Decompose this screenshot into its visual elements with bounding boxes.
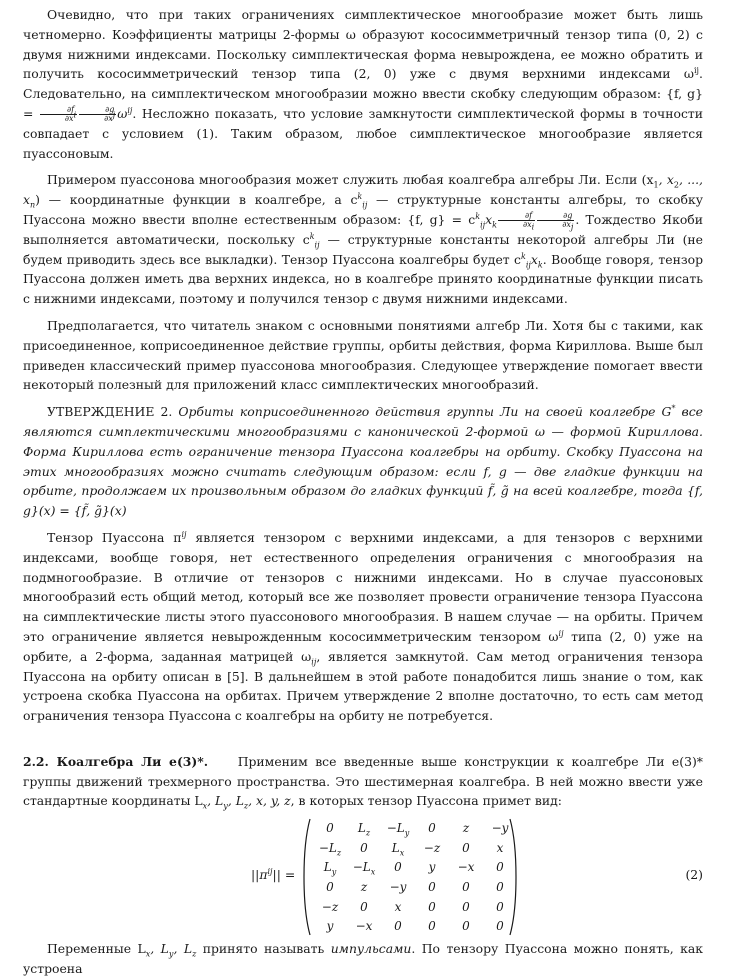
matrix-cell: $-L_y$	[386, 821, 410, 838]
matrix-cell: $L_z$	[357, 821, 371, 838]
matrix-row	[313, 839, 517, 859]
section-e3: 2.2. Коалгебра Ли e(3)*. Применим все введенные выше конструкции к коалгебре Ли e(3)* группы движений трехмерного пространства. Это шестимерная коалгебра. В ней можно ввести уже стандартные координаты $L_x$, $L_y$, $L_z$, x, y, z, в которых тензор Пуассона примет вид:	[23, 753, 704, 811]
matrix-cell: 0	[496, 899, 504, 914]
statement-2: УТВЕРЖДЕНИЕ 2. Орбиты коприсоединенного действия группы Ли на своей коалгебре G* все являются симплектическими многообразиями с канонической 2-формой ω — формой Кириллова. Форма Кириллова есть ограничение тензора Пуассона коалгебры на орбиту. Скобку Пуассона на этих многообразиях можно считать следующим образом: если f, g — две гладкие функции на орбите, продолжаем их произвольным образом до гладких функций f̃, g̃ на всей коалгебре, тогда {f, g}(x) = {f̃, g̃}(x)	[23, 404, 703, 519]
fraction-df-dxi-2: $\frac{\partial f}{\partial x_i}$	[498, 212, 535, 229]
paragraph-restriction: Тензор Пуассона $\pi^{ij}$ является тензором с верхними индексами, а для тензоров с верхними индексами, вообще говоря, нет естественного определения ограничения с многообразия на подмногообразие. В отличие от тензоров с нижними индексами. Но в случае пуассоновых многообразий есть общий метод, который все же позволяет провести ограничение тензора Пуассона на симплектические листы этого пуассонового многообразия. В нашем случае — на орбиты. Причем это ограничение является невырожденным кососимметрическим тензором $\omega^{ij}$ типа (2, 0) уже на орбите, а 2-форма, заданная матрицей $\omega_{ij}$, является замкнутой. Сам метод ограничения тензора Пуассона на орбиту описан в [5]. В дальнейшем в этой работе понадобится лишь знание о том, как устроена скобка Пуассона на орбитах. Причем утверждение 2 вполне достаточно, то есть сам метод ограничения тензора Пуассона с коалгебры на орбиту не потребуется.	[23, 529, 703, 724]
matrix-cell: −z	[423, 840, 441, 855]
matrix-label: $||\pi^{ij}||$ =	[251, 867, 296, 883]
equation-number: (2)	[685, 867, 703, 883]
matrix-cell: 0	[360, 840, 368, 855]
left-paren-icon	[301, 818, 311, 936]
matrix-row	[313, 819, 517, 839]
matrix-cell: 0	[496, 860, 504, 875]
matrix-cell: −y	[389, 880, 407, 895]
matrix-cell: 0	[428, 821, 436, 836]
matrix-row	[313, 858, 517, 878]
right-paren-icon	[509, 818, 519, 936]
fraction-dg-dxj-2: $\frac{\partial g}{\partial x_j}$	[537, 212, 574, 229]
matrix-cell: −z	[321, 899, 339, 914]
matrix-row	[313, 878, 517, 898]
matrix-cell: $-L_z$	[318, 840, 342, 858]
section-heading: 2.2. Коалгебра Ли e(3)*.	[23, 753, 209, 769]
paragraph-prerequisites: Предполагается, что читатель знаком с основными понятиями алгебр Ли. Хотя бы с такими, как присоединенное, коприсоединенное действие группы, орбиты действия, форма Кириллова. Выше был приведен классический пример пуассонова многообразия. Следующее утверждение помогает ввести некоторый полезный для приложений класс симплектических многообразий.	[23, 317, 703, 393]
matrix-cell: z	[462, 821, 470, 836]
matrix-cell: 0	[394, 919, 402, 934]
poisson-matrix	[313, 819, 517, 937]
paragraph-lie-coalgebra: Примером пуассонова многообразия может служить любая коалгебра алгебры Ли. Если ($x_1$, $x_2$, ..., $x_n$) — координатные функции в коалгебре, а $c^k_{ij}$ — структурные константы алгебры, то скобку Пуассона можно ввести вполне естественным образом: {f, $g\} = c^k_{ij}x_k$ $\frac{\partial f}{\partial x_i}$ $\frac{\partial g}{\partial x_j}$ . Тождество Якоби выполняется автоматически, поскольку $c^k_{ij}$ — структурные константы некоторой алгебры Ли (не будем приводить здесь все выкладки). Тензор Пуассона коалгебры будет $c^k_{ij}x_k$. Вообще говоря, тензор Пуассона должен иметь два верхних индекса, но в коалгебре принято координатные функции писать с нижними индексами, поэтому и получился тензор с двумя нижними индексами.	[23, 172, 703, 307]
matrix-cell: 0	[496, 919, 504, 934]
matrix-cell: 0	[428, 899, 436, 914]
matrix-cell: 0	[360, 899, 368, 914]
matrix-cell: 0	[326, 880, 334, 895]
matrix-cell: 0	[394, 860, 402, 875]
matrix-cell: 0	[496, 880, 504, 895]
matrix-row	[313, 898, 517, 918]
matrix-cell: −y	[491, 821, 509, 836]
statement-heading: УТВЕРЖДЕНИЕ 2.	[47, 404, 173, 420]
matrix-cell: x	[394, 899, 402, 914]
matrix-cell: z	[360, 880, 368, 895]
matrix-cell: 0	[462, 840, 470, 855]
matrix-cell: −x	[355, 919, 373, 934]
matrix-cell: x	[496, 840, 504, 855]
fraction-df-dxi: $\frac{\partial f}{\partial x^i}$	[40, 106, 77, 123]
matrix-row	[313, 917, 517, 937]
matrix-cell: 0	[326, 821, 334, 836]
poisson-matrix-equation	[23, 815, 703, 939]
matrix-cell: 0	[462, 880, 470, 895]
matrix-cell: $L_y$	[323, 860, 337, 877]
fraction-dg-dxj: $\frac{\partial g}{\partial x^j}$	[79, 106, 116, 123]
matrix-cell: 0	[462, 899, 470, 914]
matrix-cell: y	[326, 919, 334, 934]
matrix-cell: $-L_x$	[352, 860, 376, 877]
matrix-cell: 0	[428, 919, 436, 934]
matrix-cell: 0	[462, 919, 470, 934]
matrix-cell: $L_x$	[391, 840, 405, 858]
paragraph-momenta: Переменные $L_x$, $L_y$, $L_z$ принято называть импульсами. По тензору Пуассона можно понять, как устроена	[23, 941, 704, 977]
matrix-cell: y	[428, 860, 436, 875]
paragraph-symplectic: Очевидно, что при таких ограничениях симплектическое многообразие может быть лишь четномерно. Коэффициенты матрицы 2-формы ω образуют кососимметричный тензор типа (0, 2) с двумя нижними индексами. Поскольку симплектическая форма невырождена, ее можно обратить и получить кососимметрический тензор типа (2, 0) уже с двумя верхними индексами $\omega^{ij}$. Следовательно, на симплектическом многообразии можно ввести скобку следующим образом: {f, g} = $\frac{\partial f}{\partial x^i}$ $\frac{\partial g}{\partial x^j}$ $\omega^{ij}$. Несложно показать, что условие замкнутости симплектической формы в точности совпадает с условием (1). Таким образом, любое симплектическое многообразие является пуассоновым.	[23, 7, 704, 161]
matrix-cell: 0	[428, 880, 436, 895]
matrix-cell: −x	[457, 860, 475, 875]
